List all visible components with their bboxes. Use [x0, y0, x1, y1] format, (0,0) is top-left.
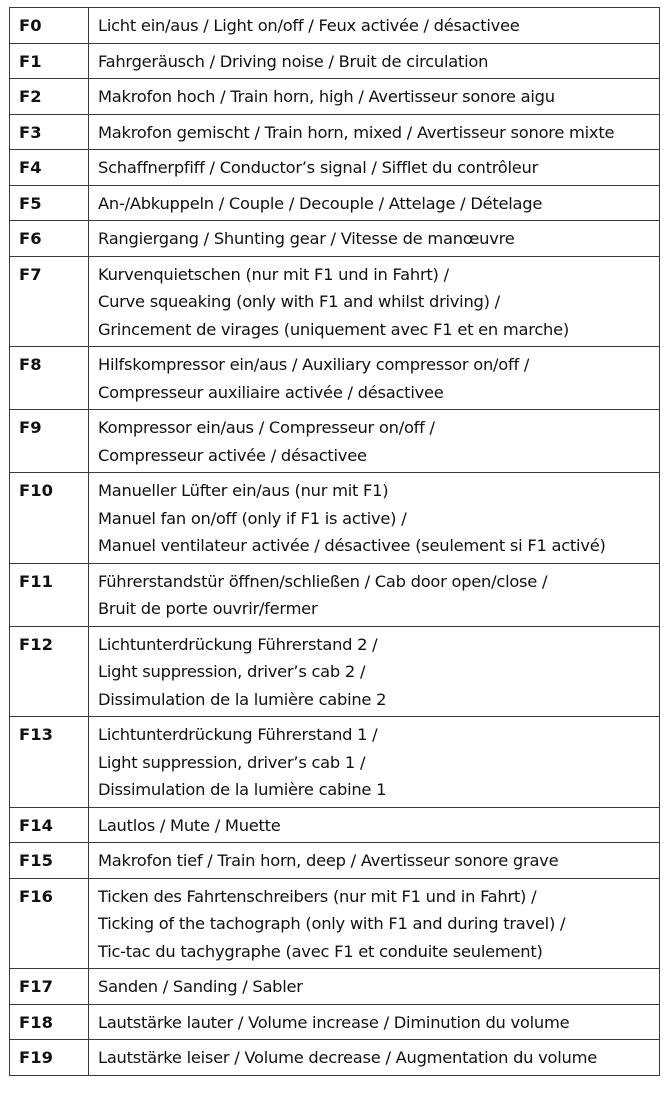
- function-key-cell: F18: [10, 1004, 89, 1040]
- table-row: [10, 8, 660, 44]
- table-row: [10, 1004, 660, 1040]
- function-key-cell: F8: [10, 347, 89, 410]
- table-row: [10, 410, 660, 473]
- function-description-line: Dissimulation de la lumière cabine 1: [98, 780, 387, 799]
- function-key-cell: F17: [10, 969, 89, 1005]
- table-row: [10, 473, 660, 564]
- function-key-cell: F19: [10, 1040, 89, 1076]
- function-description-line: Tic-tac du tachygraphe (avec F1 et conduite seulement): [98, 941, 543, 961]
- function-description-line: Lautstärke leiser / Volume decrease / Augmentation du volume: [98, 1048, 597, 1067]
- table-row: [10, 878, 660, 969]
- function-description-line: Rangiergang / Shunting gear / Vitesse de manœuvre: [98, 229, 515, 248]
- function-description-line: Compresseur auxiliaire activée / désactivee: [98, 382, 444, 402]
- function-key-cell: F0: [10, 8, 89, 44]
- table-row: [10, 347, 660, 410]
- function-description-line: An-/Abkuppeln / Couple / Decouple / Attelage / Dételage: [98, 193, 543, 213]
- function-description-cell: [89, 8, 660, 44]
- table-row: [10, 843, 660, 879]
- table-row: [10, 626, 660, 717]
- function-key-cell: F7: [10, 256, 89, 347]
- function-description-line: Lichtunterdrückung Führerstand 2 /: [98, 634, 378, 654]
- function-description-line: Makrofon hoch / Train horn, high / Avertisseur sonore aigu: [98, 87, 555, 106]
- function-key-cell: F11: [10, 563, 89, 626]
- function-description-line: Dissimulation de la lumière cabine 2: [98, 689, 387, 709]
- function-description-line: Makrofon tief / Train horn, deep / Avertisseur sonore grave: [98, 851, 559, 870]
- function-description-line: Bruit de porte ouvrir/fermer: [98, 599, 318, 618]
- function-key-cell: F1: [10, 43, 89, 79]
- function-description-line: Hilfskompressor ein/aus / Auxiliary compressor on/off /: [98, 355, 530, 374]
- table-row: [10, 114, 660, 150]
- function-description-line: Ticken des Fahrtenschreibers (nur mit F1 und in Fahrt) /: [98, 886, 537, 906]
- function-description-cell: [89, 1040, 660, 1076]
- function-key-cell: F12: [10, 626, 89, 717]
- function-description-line: Kurvenquietschen (nur mit F1 und in Fahrt) /: [98, 264, 449, 284]
- function-description-cell: [89, 563, 660, 626]
- table-row: [10, 717, 660, 808]
- function-description-cell: [89, 473, 660, 564]
- function-description-cell: [89, 807, 660, 843]
- function-description-line: Manuel ventilateur activée / désactivee (seulement si F1 activé): [98, 536, 606, 555]
- table-row: [10, 1040, 660, 1076]
- function-description-line: Sanden / Sanding / Sabler: [98, 977, 303, 996]
- function-description-line: Licht ein/aus / Light on/off / Feux activée / désactivee: [98, 16, 520, 35]
- function-description-line: Kompressor ein/aus / Compresseur on/off /: [98, 418, 435, 437]
- function-description-line: Compresseur activée / désactivee: [98, 445, 367, 465]
- function-description-cell: [89, 185, 660, 221]
- function-description-line: Curve squeaking (only with F1 and whilst driving) /: [98, 292, 500, 311]
- function-description-line: Fahrgeräusch / Driving noise / Bruit de circulation: [98, 51, 489, 71]
- table-row: [10, 150, 660, 186]
- function-description-line: Lichtunterdrückung Führerstand 1 /: [98, 725, 378, 744]
- function-description-cell: [89, 256, 660, 347]
- function-description-line: Light suppression, driver’s cab 2 /: [98, 662, 366, 681]
- table-row: [10, 185, 660, 221]
- function-description-line: Ticking of the tachograph (only with F1 and during travel) /: [98, 914, 566, 933]
- table-row: [10, 256, 660, 347]
- function-key-cell: F13: [10, 717, 89, 808]
- function-description-cell: [89, 717, 660, 808]
- function-key-cell: F2: [10, 79, 89, 115]
- function-description-cell: [89, 221, 660, 257]
- function-description-line: Manuel fan on/off (only if F1 is active) /: [98, 508, 407, 528]
- function-description-cell: [89, 969, 660, 1005]
- table-row: [10, 43, 660, 79]
- function-description-line: Schaffnerpfiff / Conductor’s signal / Sifflet du contrôleur: [98, 158, 539, 177]
- function-description-line: Light suppression, driver’s cab 1 /: [98, 752, 366, 772]
- function-description-line: Lautstärke lauter / Volume increase / Diminution du volume: [98, 1012, 570, 1032]
- function-description-cell: [89, 79, 660, 115]
- table-row: [10, 221, 660, 257]
- function-description-cell: [89, 626, 660, 717]
- function-description-line: Manueller Lüfter ein/aus (nur mit F1): [98, 481, 389, 500]
- function-key-cell: F14: [10, 807, 89, 843]
- function-description-cell: [89, 347, 660, 410]
- function-key-cell: F4: [10, 150, 89, 186]
- function-key-cell: F15: [10, 843, 89, 879]
- function-description-cell: [89, 410, 660, 473]
- function-description-cell: [89, 150, 660, 186]
- function-key-table: [9, 7, 660, 1076]
- table-row: [10, 807, 660, 843]
- function-description-cell: [89, 43, 660, 79]
- function-key-cell: F5: [10, 185, 89, 221]
- function-key-cell: F3: [10, 114, 89, 150]
- function-key-cell: F9: [10, 410, 89, 473]
- function-key-cell: F16: [10, 878, 89, 969]
- function-description-cell: [89, 1004, 660, 1040]
- function-description-cell: [89, 114, 660, 150]
- function-description-line: Führerstandstür öffnen/schließen / Cab door open/close /: [98, 571, 548, 591]
- function-key-cell: F6: [10, 221, 89, 257]
- function-description-line: Makrofon gemischt / Train horn, mixed / Avertisseur sonore mixte: [98, 122, 615, 142]
- function-description-line: Lautlos / Mute / Muette: [98, 815, 281, 835]
- function-table-body: [10, 8, 660, 1076]
- function-description-line: Grincement de virages (uniquement avec F1 et en marche): [98, 319, 569, 339]
- table-row: [10, 969, 660, 1005]
- table-row: [10, 563, 660, 626]
- function-description-cell: [89, 878, 660, 969]
- table-row: [10, 79, 660, 115]
- function-description-cell: [89, 843, 660, 879]
- function-key-cell: F10: [10, 473, 89, 564]
